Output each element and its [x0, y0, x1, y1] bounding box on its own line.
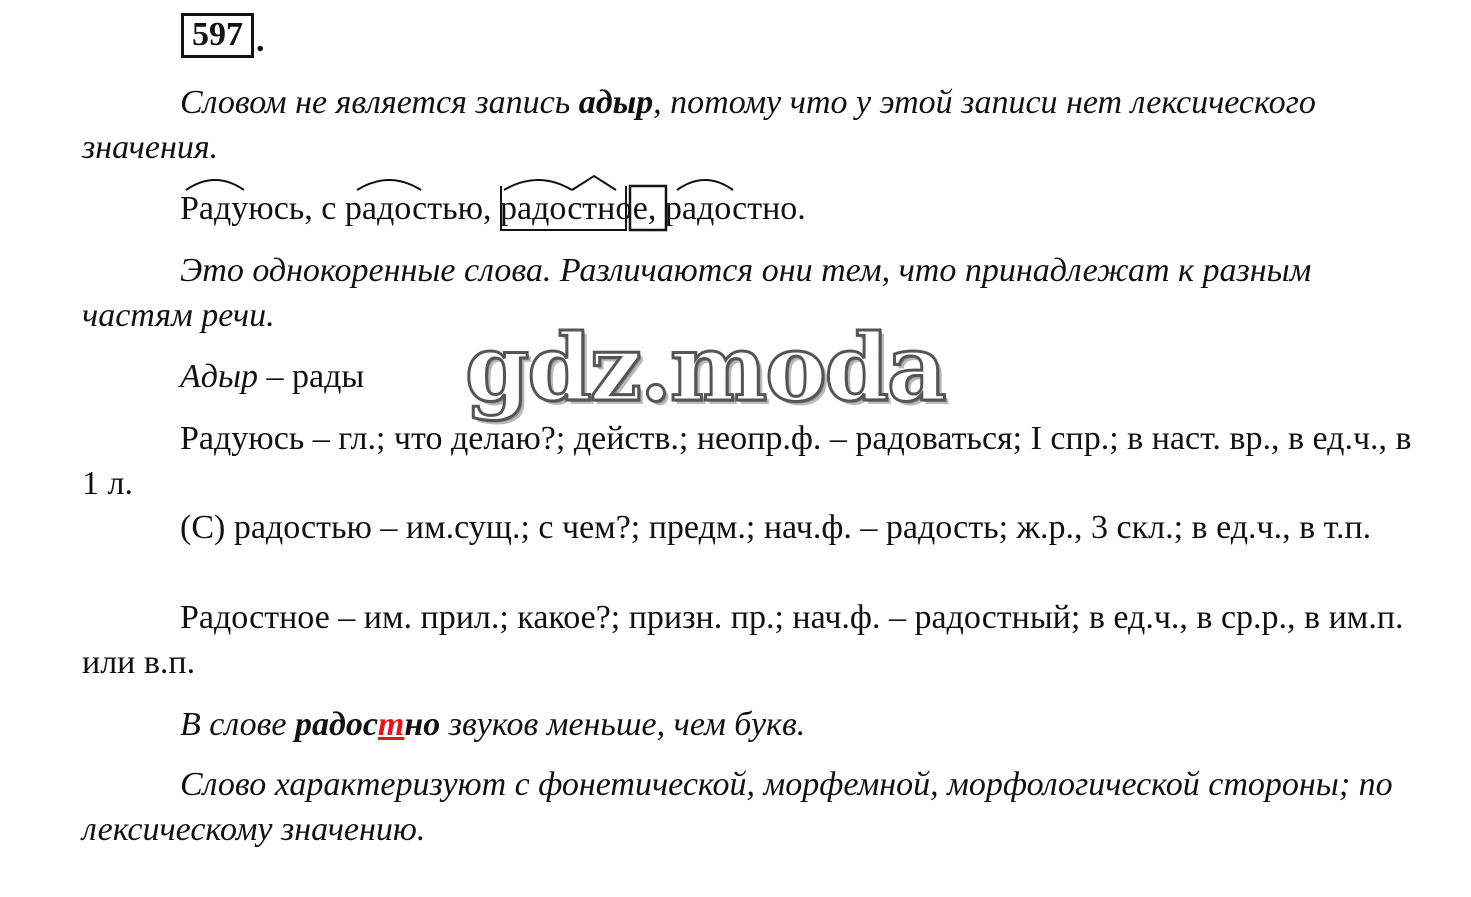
analysis-radostyu: [82, 505, 1412, 550]
exercise-number-dot: .: [256, 22, 265, 59]
text: , потому что у этой записи нет лексического значения.: [82, 84, 1316, 166]
word-radostno: [665, 186, 797, 231]
ending: ое: [615, 190, 648, 227]
paragraph-adyr: [82, 80, 1412, 170]
silent-letter: т: [377, 706, 405, 743]
text: Адыр: [180, 358, 258, 395]
text: Радуюсь: [180, 190, 305, 227]
analysis-radostnoe: [82, 595, 1412, 685]
root-arc-mark: [180, 172, 250, 192]
paragraph-characteristics: [82, 762, 1412, 852]
text: радостн: [499, 190, 616, 227]
text: Слово характеризуют с фонетической, морфемной, морфологической стороны; по лексическому значению.: [82, 766, 1393, 848]
text: Радостное – им. прил.; какое?; призн. пр.; нач.ф. – радостный; в ед.ч., в ср.р., в им.п. или в.п.: [82, 599, 1404, 681]
text: В слове: [180, 706, 295, 743]
exercise-number-box: 597: [181, 13, 254, 58]
text: .: [797, 190, 806, 227]
text: ,: [647, 190, 665, 227]
text: радостью: [344, 190, 483, 227]
text: ,: [482, 190, 500, 227]
watermark-logo: gdz.moda: [465, 314, 945, 422]
analysis-raduyus: [82, 416, 1412, 506]
word-radostnoe: [500, 186, 648, 231]
exercise-number: [181, 14, 265, 58]
text: радостно: [664, 190, 798, 227]
root-arc-mark: [345, 172, 425, 192]
text: Это однокоренные слова. Различаются они тем, что принадлежат к разным частям речи.: [82, 252, 1312, 334]
text: Словом не является запись: [180, 84, 579, 121]
text: , с: [304, 190, 345, 227]
root-words-line: [82, 186, 1412, 231]
paragraph-sounds-letters: [82, 702, 1412, 747]
root-arc-mark: [665, 172, 735, 192]
word-raduyus: [180, 186, 304, 231]
bold-word-adyr: адыр: [578, 84, 654, 121]
text: (С) радостью – им.сущ.; с чем?; предм.; нач.ф. – радость; ж.р., 3 скл.; в ед.ч., в т.п.: [180, 509, 1372, 546]
text: радос: [294, 706, 378, 743]
text: Радуюсь – гл.; что делаю?; действ.; неопр.ф. – радоваться; I спр.; в наст. вр., в ед.ч., в 1 л.: [82, 420, 1412, 502]
text: но: [404, 706, 441, 743]
word-radostyu: [345, 186, 483, 231]
bold-word-radostno: [295, 706, 440, 743]
text: – рады: [258, 358, 365, 395]
text: звуков меньше, чем букв.: [440, 706, 806, 743]
